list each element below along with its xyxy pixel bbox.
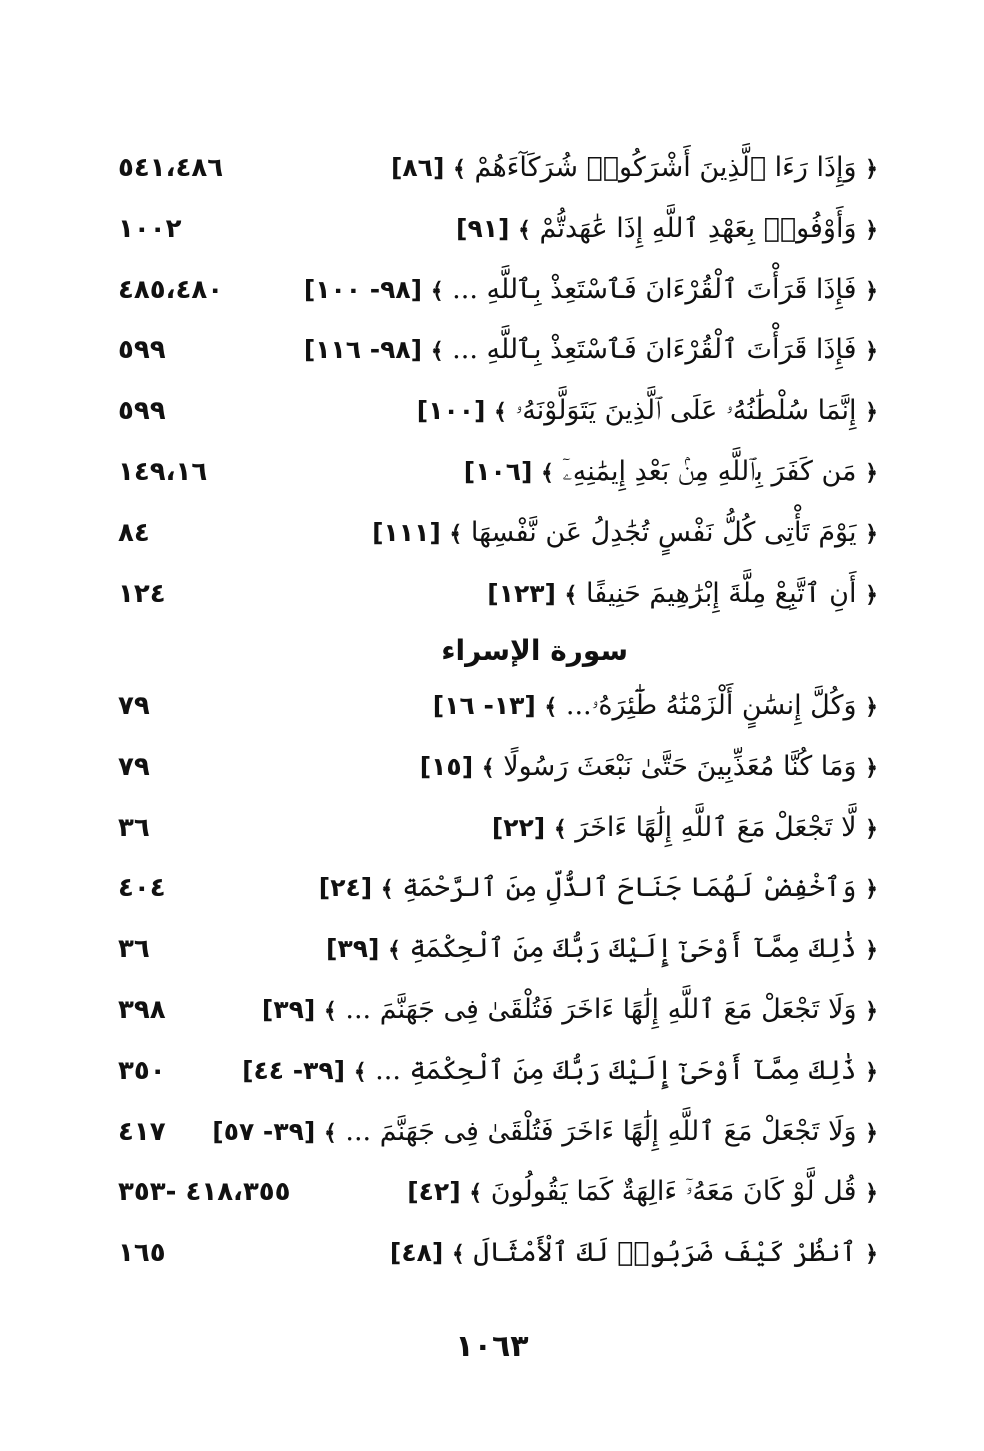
verse-number-ref: [٣٩] — [261, 995, 316, 1024]
ornate-bracket-close: ﴾ — [449, 520, 463, 547]
ornate-bracket-open: ﴿ — [865, 1119, 878, 1146]
verse-number-ref: [٤٨] — [389, 1238, 444, 1268]
page-references: ٤١٨،٣٥٥ -٣٥٣ — [118, 1177, 291, 1208]
verse-number-ref: [١٠٠] — [416, 396, 486, 426]
ornate-bracket-close: ﴾ — [553, 815, 567, 842]
verse-text: وَكُلَّ إِنسَٰنٍ أَلْزَمْنَٰهُ طَٰٓئِرَهُۥ... — [565, 690, 857, 721]
verse-number-ref: [٣٩] — [326, 934, 380, 964]
verse-text: وَلَا تَجْعَلْ مَعَ ٱللَّهِ إِلَٰهًا ءَاخَرَ فَتُلْقَىٰ فِى جَهَنَّمَ ... — [345, 994, 857, 1025]
index-entry — [118, 921, 878, 977]
page-references: ١٤٩،١٦ — [118, 457, 208, 487]
index-entry — [118, 383, 878, 439]
index-entry — [118, 860, 878, 916]
ornate-bracket-open: ﴿ — [865, 520, 878, 547]
verse-citation — [417, 383, 878, 440]
verse-number-ref: [٨٦] — [390, 153, 445, 182]
index-entry — [118, 1104, 878, 1160]
verse-number-ref: [٩٨- ١٠٠] — [303, 274, 423, 304]
ornate-bracket-close: ﴾ — [564, 581, 578, 608]
verse-citation — [433, 678, 878, 735]
verse-citation — [304, 262, 878, 319]
verse-text: أَنِ ٱتَّبِعْ مِلَّةَ إِبْرَٰهِيمَ حَنِيفًا — [585, 577, 857, 609]
verse-citation — [456, 201, 878, 258]
verse-citation — [212, 1104, 878, 1161]
index-entry — [118, 201, 878, 257]
ornate-bracket-open: ﴿ — [865, 1058, 878, 1085]
page-references: ١٠٠٢ — [118, 213, 182, 244]
index-entry — [118, 1164, 878, 1220]
ornate-bracket-open: ﴿ — [865, 338, 878, 365]
verse-number-ref: [٤٢] — [407, 1177, 461, 1207]
page-references: ٣٦ — [118, 812, 150, 843]
page-references: ٣٩٨ — [118, 995, 166, 1025]
verse-text: وَٱخْفِضْ لَهُمَا جَنَاحَ ٱلذُّلِّ مِنَ ٱلرَّحْمَةِ — [402, 872, 857, 904]
ornate-bracket-open: ﴿ — [865, 937, 878, 964]
ornate-bracket-open: ﴿ — [865, 694, 878, 720]
page-references: ٥٩٩ — [118, 396, 166, 427]
index-entry — [118, 262, 878, 318]
verse-citation — [420, 739, 878, 796]
verse-citation — [319, 860, 878, 917]
index-entry — [118, 322, 878, 378]
verse-number-ref: [١٠٦] — [463, 457, 533, 486]
verse-citation — [262, 982, 878, 1039]
page-references: ٤٠٤ — [118, 873, 166, 904]
verse-citation — [492, 800, 878, 857]
page-references: ٥٤١،٤٨٦ — [118, 153, 224, 183]
verse-text: ٱنظُرْ كَيْفَ ضَرَبُوا۟ لَكَ ٱلْأَمْثَالَ — [473, 1237, 857, 1269]
verse-number-ref: [٣٩- ٥٧] — [212, 1116, 316, 1146]
index-entry — [118, 444, 878, 500]
verse-citation — [391, 140, 878, 197]
verse-text: وَمَا كُنَّا مُعَذِّبِينَ حَتَّىٰ نَبْعَثَ رَسُولًا — [503, 750, 857, 782]
page-references: ٧٩ — [118, 751, 150, 782]
page-number: ١٠٦٣ — [455, 1329, 529, 1364]
verse-text: وَإِذَا رَءَا ٱلَّذِينَ أَشْرَكُوا۟ شُرَكَآءَهُمْ — [474, 152, 857, 183]
page-references: ١٢٤ — [118, 578, 166, 609]
surah-heading: سورة الإسراء — [441, 634, 628, 667]
ornate-bracket-close: ﴾ — [353, 1058, 367, 1085]
verse-citation — [242, 1043, 878, 1100]
page-references: ١٦٥ — [118, 1238, 166, 1269]
ornate-bracket-close: ﴾ — [494, 399, 507, 426]
verse-text: وَأَوْفُوا۟ بِعَهْدِ ٱللَّهِ إِذَا عَٰهَدتُّمْ — [539, 212, 857, 244]
ornate-bracket-close: ﴾ — [430, 277, 444, 304]
ornate-bracket-close: ﴾ — [323, 1119, 337, 1146]
ornate-bracket-close: ﴾ — [452, 156, 466, 182]
verse-citation — [464, 444, 878, 501]
ornate-bracket-open: ﴿ — [865, 399, 878, 426]
ornate-bracket-open: ﴿ — [865, 277, 878, 304]
verse-number-ref: [١٥] — [419, 751, 474, 781]
page-references: ٣٦ — [118, 934, 150, 965]
verse-number-ref: [٣٩- ٤٤] — [242, 1055, 346, 1085]
verse-text: يَوْمَ تَأْتِى كُلُّ نَفْسٍ تُجَٰدِلُ عَن نَّفْسِهَا — [470, 516, 857, 548]
page-references: ٨٤ — [118, 517, 150, 548]
verse-number-ref: [١١١] — [372, 517, 441, 547]
ornate-bracket-close: ﴾ — [380, 876, 394, 903]
ornate-bracket-open: ﴿ — [865, 876, 878, 903]
page-references: ٣٥٠ — [118, 1055, 166, 1086]
verse-number-ref: [٢٤] — [318, 873, 373, 903]
verse-text: مَن كَفَرَ بِٱللَّهِ مِنۢ بَعْدِ إِيمَٰنِهِۦٓ — [562, 456, 857, 487]
ornate-bracket-open: ﴿ — [865, 1241, 878, 1268]
verse-citation — [487, 566, 878, 623]
index-entry — [118, 982, 878, 1038]
verse-text: لَّا تَجْعَلْ مَعَ ٱللَّهِ إِلَٰهًا ءَاخَرَ — [575, 811, 857, 843]
ornate-bracket-close: ﴾ — [451, 1241, 465, 1268]
index-entry — [118, 800, 878, 856]
index-entry — [118, 140, 878, 196]
verse-citation — [326, 921, 878, 978]
ornate-bracket-open: ﴿ — [865, 581, 878, 608]
ornate-bracket-open: ﴿ — [865, 156, 878, 182]
ornate-bracket-close: ﴾ — [541, 460, 554, 486]
ornate-bracket-close: ﴾ — [388, 937, 401, 964]
verse-text: فَإِذَا قَرَأْتَ ٱلْقُرْءَانَ فَٱسْتَعِذْ بِٱللَّهِ ... — [452, 334, 857, 366]
ornate-bracket-open: ﴿ — [865, 216, 878, 243]
ornate-bracket-open: ﴿ — [865, 460, 878, 486]
verse-number-ref: [٢٢] — [491, 812, 546, 842]
ornate-bracket-close: ﴾ — [518, 216, 531, 243]
verse-text: قُل لَّوْ كَانَ مَعَهُۥٓ ءَالِهَةٌ كَمَا يَقُولُونَ — [490, 1176, 857, 1208]
verse-text: ذَٰلِكَ مِمَّآ أَوْحَىٰٓ إِلَيْكَ رَبُّكَ مِنَ ٱلْحِكْمَةِ — [409, 933, 857, 965]
verse-citation — [407, 1164, 878, 1221]
page-references: ٧٩ — [118, 691, 150, 721]
index-entry — [118, 678, 878, 734]
ornate-bracket-open: ﴿ — [865, 815, 878, 842]
index-entry — [118, 1225, 878, 1281]
verse-text: إِنَّمَا سُلْطَٰنُهُۥ عَلَى ٱلَّذِينَ يَتَوَلَّوْنَهُۥ — [515, 395, 857, 427]
verse-citation — [372, 505, 878, 562]
verse-number-ref: [١٣- ١٦] — [432, 691, 536, 720]
verse-text: فَإِذَا قَرَأْتَ ٱلْقُرْءَانَ فَٱسْتَعِذْ بِٱللَّهِ ... — [452, 273, 857, 305]
index-entry — [118, 1043, 878, 1099]
verse-number-ref: [٩٨- ١١٦] — [303, 335, 423, 365]
index-entry — [118, 739, 878, 795]
page-references: ٤١٧ — [118, 1116, 166, 1147]
ornate-bracket-close: ﴾ — [323, 998, 337, 1024]
verse-text: وَلَا تَجْعَلْ مَعَ ٱللَّهِ إِلَٰهًا ءَاخَرَ فَتُلْقَىٰ فِى جَهَنَّمَ ... — [345, 1115, 857, 1147]
index-entry — [118, 505, 878, 561]
ornate-bracket-close: ﴾ — [544, 694, 558, 720]
page-references: ٥٩٩ — [118, 335, 166, 366]
verse-citation — [390, 1225, 878, 1282]
verse-citation — [304, 322, 878, 379]
verse-number-ref: [٩١] — [456, 213, 510, 243]
ornate-bracket-close: ﴾ — [430, 338, 444, 365]
ornate-bracket-open: ﴿ — [865, 1180, 878, 1207]
verse-number-ref: [١٢٣] — [487, 578, 556, 608]
index-entry — [118, 566, 878, 622]
ornate-bracket-open: ﴿ — [865, 998, 878, 1024]
ornate-bracket-close: ﴾ — [481, 754, 495, 781]
ornate-bracket-open: ﴿ — [865, 754, 878, 781]
verse-text: ذَٰلِكَ مِمَّآ أَوْحَىٰٓ إِلَيْكَ رَبُّكَ مِنَ ٱلْحِكْمَةِ ... — [375, 1054, 857, 1086]
page-references: ٤٨٥،٤٨٠ — [118, 274, 224, 305]
ornate-bracket-close: ﴾ — [469, 1180, 483, 1207]
